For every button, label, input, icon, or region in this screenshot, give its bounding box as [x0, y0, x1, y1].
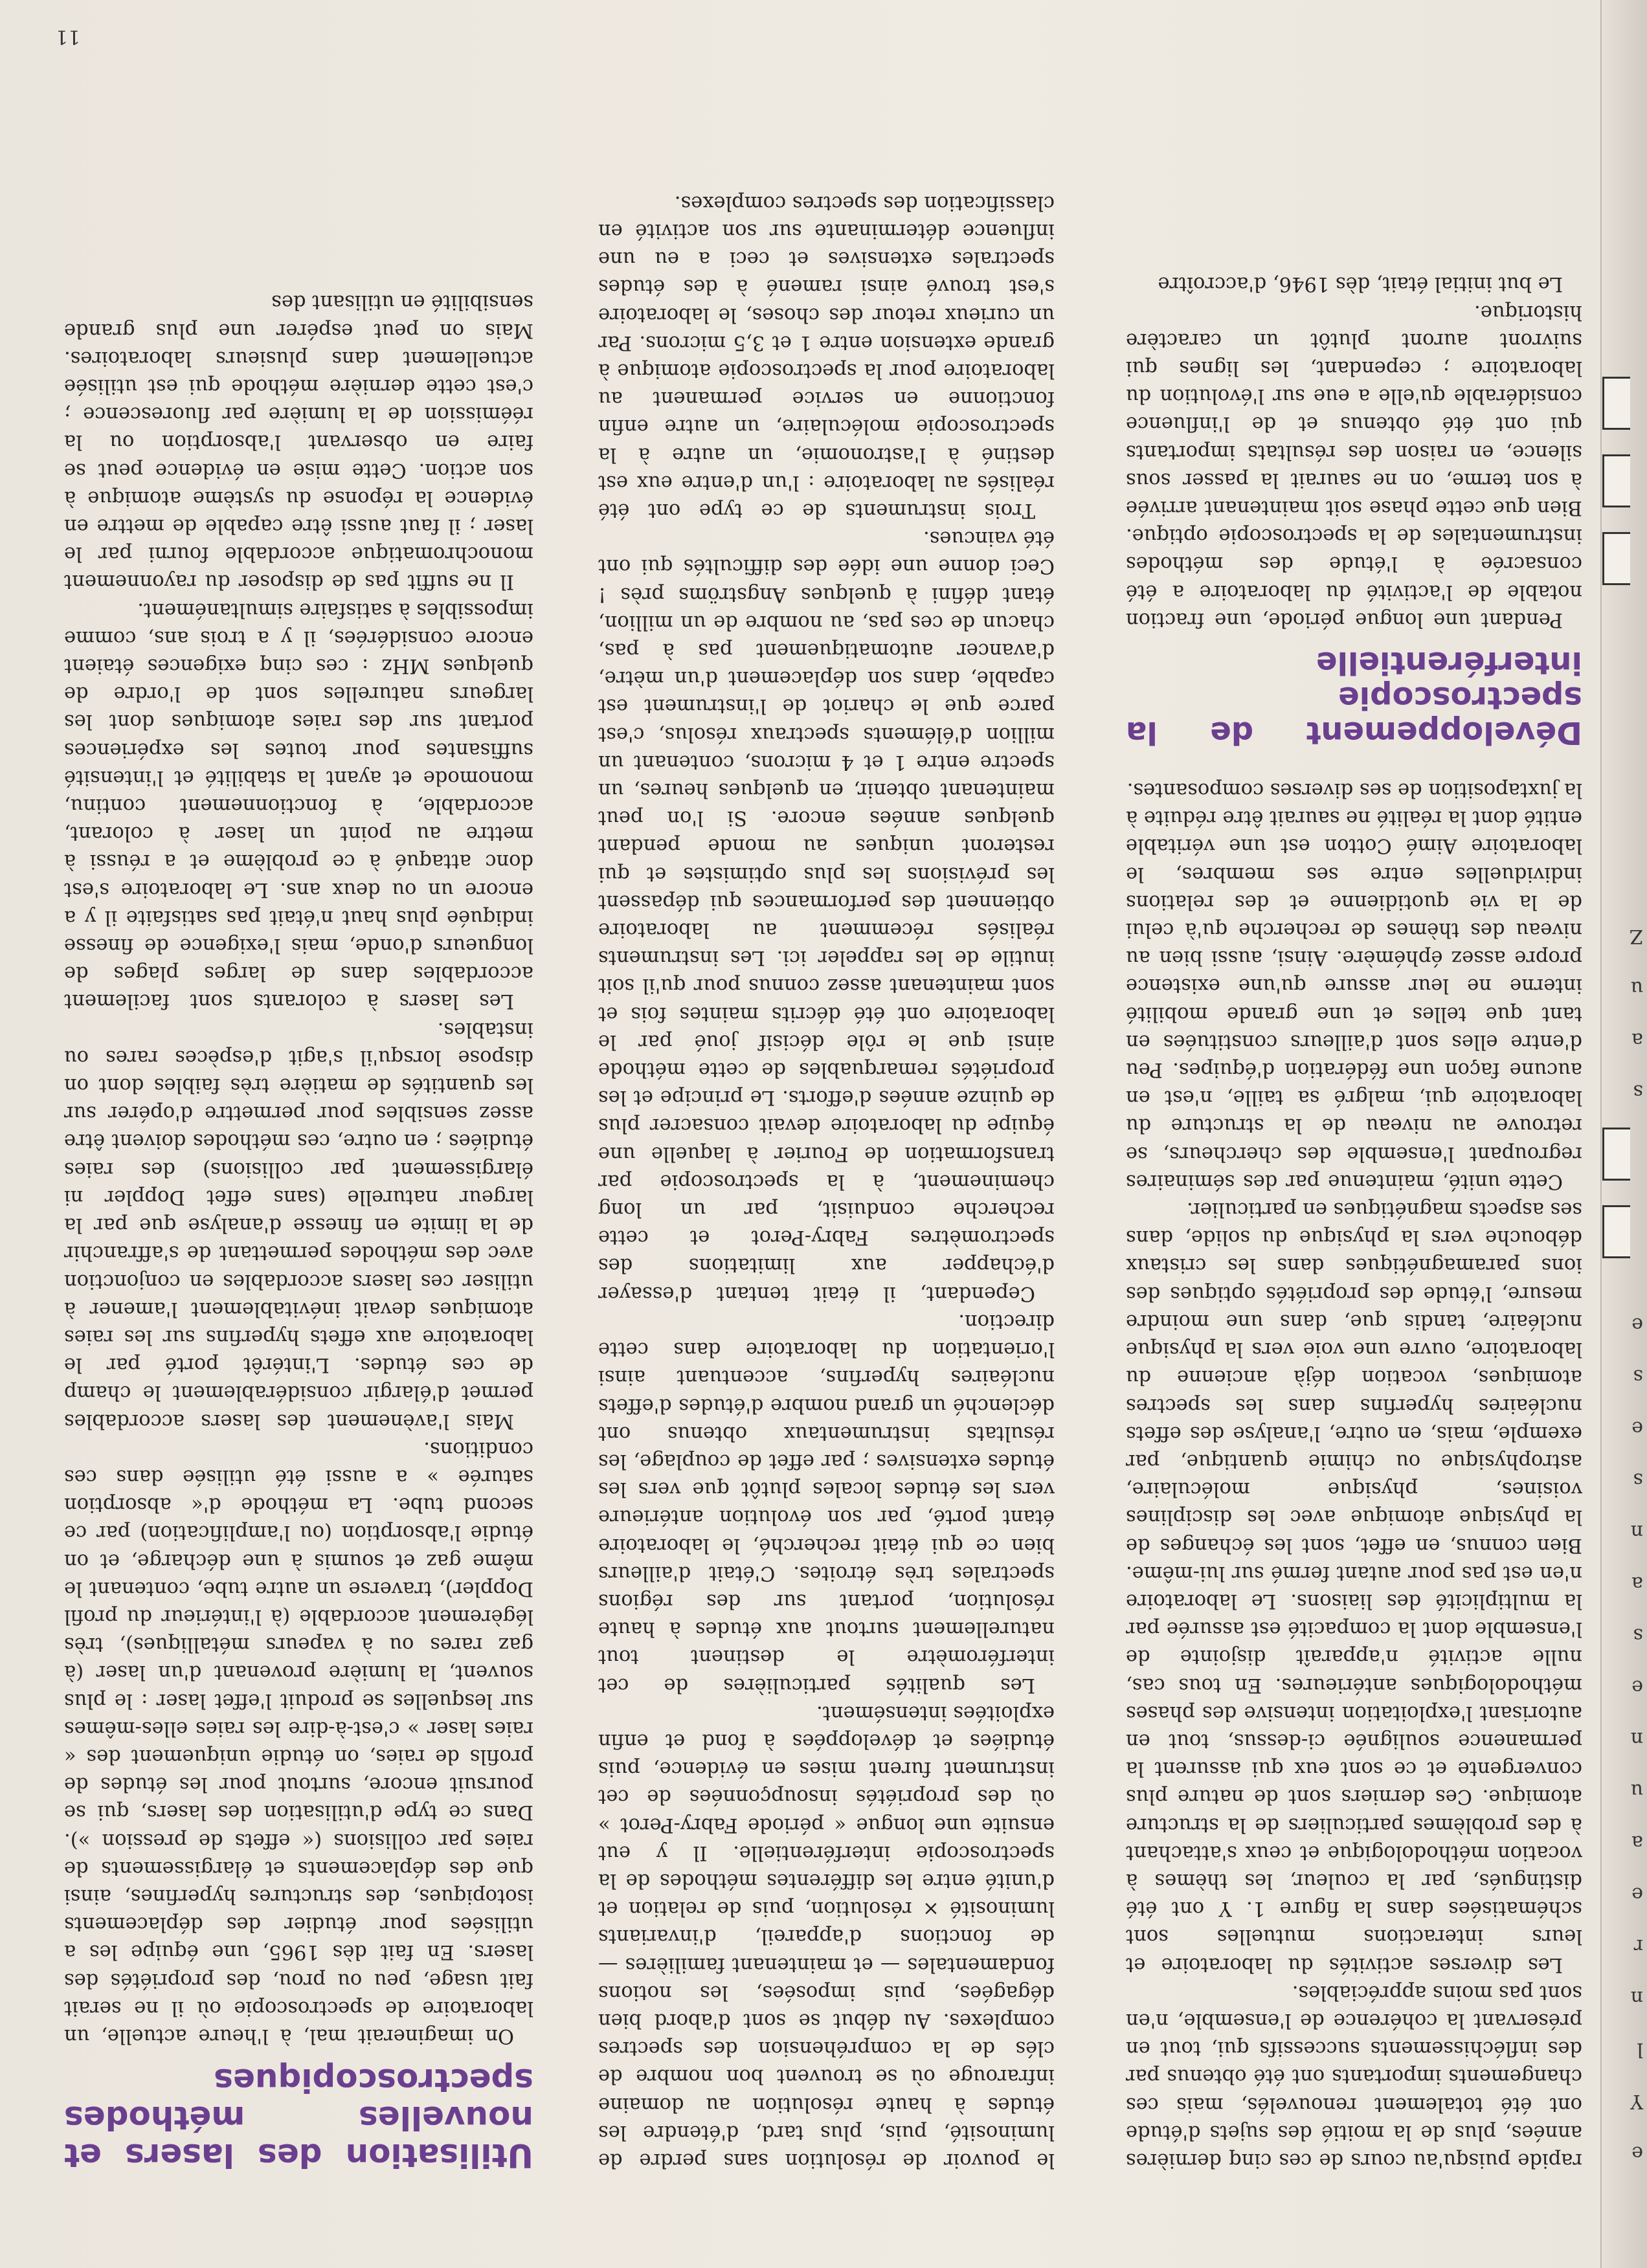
paragraph: Pendant une longue période, une fraction notable de l'activité du laboratoire a été consacrée à l'étude des méthodes instrumentales de la spectroscopie optique. Bien que cette phase soit maintenant arrivée à son terme, on ne saurait la passer sous silence, en raison des résultats importants qui ont été obtenus et de l'influence considérable qu'elle a eue sur l'évolution du laboratoire ; cependant, les lignes qui suivront auront plutôt un caractère historique.: [1126, 300, 1582, 631]
text-column-3: [64, 288, 533, 2174]
facing-letter: a: [1631, 1572, 1643, 1595]
facing-page-edge: [1600, 0, 1647, 2268]
facing-letter: r: [1633, 1935, 1643, 1957]
facing-letter: u: [1630, 977, 1643, 999]
facing-letter: s: [1633, 1624, 1643, 1647]
facing-letter: l: [1637, 2038, 1643, 2061]
color-tab-marker: [1602, 1205, 1630, 1258]
paragraph: Les diverses activités du laboratoire et leurs interactions mutuelles sont schématisées dans la figure 1. Y ont été distingués, par la couleur, les thèmes à vocation méthodologique et ceux s'attachant à des problèmes particuliers de la structure atomique. Ces derniers sont de nature plus convergente et ce sont eux qui assurent la permanence soulignée ci-dessus, tout en autorisant l'exploitation intensive des phases méthodologiques antérieures. En tous cas, nulle activité n'apparaît disjointe de l'ensemble dont la compacité est assurée par la multiplicité des liaisons. Le laboratoire n'en est pas pour autant fermé sur lui-même. Bien connus, en effet, sont les échanges de la physique atomique avec les disciplines voisines, physique moléculaire, astrophysique ou chimie quantique, par exemple, mais, en outre, l'analyse des effets nucléaires hyperfins dans les spectres atomiques, vocation déjà ancienne du laboratoire, ouvre une voie vers la physique nucléaire, tandis que, dans une moindre mesure, l'étude des propriétés optiques des ions paramagnétiques dans les cristaux débouche vers la physique du solide, dans ses aspects magnétiques en particulier.: [1126, 1198, 1582, 1976]
paragraph: On imaginerait mal, à l'heure actuelle, un laboratoire de spectroscopie où il ne serait fait usage, peu ou prou, des propriétés des lasers. En fait dès 1965, une équipe les a utilisées pour étudier des déplacements isotopiques, des structures hyperfines, ainsi que des déplacements et élargissements de raies par collisions (« effets de pression »). Dans ce type d'utilisation des lasers, qui se poursuit encore, surtout pour les études de profils de raies, on étudie uniquement des « raies laser » c'est-à-dire les raies elles-mêmes sur lesquelles se produit l'effet laser : le plus souvent, la lumière provenant d'un laser (à gaz rares ou à vapeurs métalliques), très légèrement accordable (à l'intérieur du profil Doppler), traverse un autre tube, contenant le même gaz et soumis à une décharge, et on étudie l'absorption (ou l'amplification) par ce second tube. La méthode d'« absorption saturée » a aussi été utilisée dans ces conditions.: [64, 1437, 533, 2047]
facing-letter: u: [1630, 1779, 1643, 1802]
facing-letter: s: [1633, 1080, 1643, 1103]
color-tab-marker: [1602, 532, 1630, 585]
paragraph: rapide puisqu'au cours de ces cinq dernières années, plus de la moitié des sujets d'étude ont été totalement renouvelés, mais ces changements importants ont été obtenus par des infléchissements successifs qui, tout en préservant la cohérence de l'ensemble, n'en sont pas moins appréciables.: [1126, 1981, 1582, 2172]
color-tab-marker: [1602, 1128, 1630, 1181]
paragraph: Les qualités particulières de cet interféromètre le destinent tout naturellement surtout aux études à haute résolution, portant sur des régions spectrales très étroites. C'était d'ailleurs bien ce qui était recherché, le laboratoire étant porté, par son évolution antérieure vers les études locales plutôt que vers les études extensives ; par effet de couplage, les résultats instrumentaux obtenus ont déclenché un grand nombre d'études d'effets nucléaires hyperfins, accentuant ainsi l'orientation du laboratoire dans cette direction.: [598, 1309, 1055, 1696]
facing-letter: s: [1633, 1365, 1643, 1388]
facing-letter: Z: [1630, 925, 1643, 948]
paragraph: Les lasers à colorants sont facilement accordables dans de larges plages de longueurs d'onde, mais l'exigence de finesse indiquée plus haut n'était pas satisfaite il y a encore un ou deux ans. Le laboratoire s'est donc attaqué à ce problème et a réussi à mettre au point un laser à colorant, accordable, à fonctionnement continu, monomode et ayant la stabilité et l'intensité suffisantes pour toutes les expériences portant sur des raies atomiques dont les largeurs naturelles sont de l'ordre de quelques MHz : ces cinq exigences étaient encore considérées, il y a trois ans, comme impossibles à satisfaire simultanément.: [64, 598, 533, 1013]
paragraph: Cette unité, maintenue par des séminaires regroupant l'ensemble des chercheurs, se retrouve au niveau de la structure du laboratoire qui, malgré sa taille, n'est en aucune façon une fédération d'équipes. Peu d'entre elles sont d'ailleurs constituées en tant que telles et une grande mobilité interne ne leur assure qu'une existence propre assez éphémère. Ainsi, aussi bien au niveau des thèmes de recherche qu'à celui de la vie quotidienne et des relations individuelles entre ses membres, le laboratoire Aimé Cotton est une véritable entité dont la réalité ne saurait être réduite à la juxtaposition de ses diverses composantes.: [1126, 779, 1582, 1193]
color-tab-marker: [1602, 454, 1630, 507]
facing-letter: a: [1631, 1028, 1643, 1051]
facing-letter: e: [1631, 1676, 1643, 1698]
paragraph: le pouvoir de résolution sans perdre de luminosité, puis, plus tard, d'étendre les études à haute résolution au domaine infrarouge où se trouvent bon nombre de clés de la compréhension des spectres complexes. Au début se sont d'abord bien dégagées, puis imposées, les notions fondamentales — et maintenant familières — de fonctions d'appareil, d'invariants luminosité × résolution, puis de relation et d'unité entre les différentes méthodes de la spectroscopie interférentielle. Il y eut ensuite une longue « période Fabry-Perot » où des propriétés insoupçonnées de cet instrument furent mises en évidence, puis étudiées et développées à fond et enfin exploitées intensément.: [598, 1701, 1055, 2172]
text-column-1: [1126, 270, 1582, 2174]
facing-letter: s: [1633, 1469, 1643, 1491]
section-heading: Utilisation des lasers et nouvelles méthodes spectroscopiques: [64, 2062, 533, 2174]
paragraph: Cependant, il était tentant d'essayer d'échapper aux limitations des spectromètres Fabry-Perot et cette recherche conduisit, par un long cheminement, à la spectroscopie par transformation de Fourier à laquelle une équipe du laboratoire devait consacrer plus de quinze années d'efforts. Le principe et les propriétés remarquables de cette méthode ainsi que le rôle décisif joué par le laboratoire ont été décrits maintes fois et sont maintenant assez connus pour qu'il soit inutile de les rappeler ici. Les instruments réalisés récemment au laboratoire obtiennent des performances qui dépassent les prévisions les plus optimistes et qui resteront uniques au monde pendant quelques années encore. Si l'on peut maintenant obtenir, en quelques heures, un spectre entre 1 et 4 microns, contenant un million d'éléments spectraux résolus, c'est parce que le chariot de l'instrument est capable, dans son déplacement d'un mètre, d'avancer automatiquement pas à pas, chacun de ces pas, au nombre de un million, étant défini à quelques Angströms près ! Ceci donne une idée des difficultés qui ont été vaincues.: [598, 527, 1055, 1305]
facing-letter: e: [1631, 1883, 1643, 1906]
facing-letter: e: [1631, 2142, 1643, 2164]
section-heading: Développement de la spectroscopie interférentielle: [1126, 644, 1582, 751]
facing-letter: e: [1631, 1417, 1643, 1440]
paragraph: Trois instruments de ce type ont été réalisés au laboratoire : l'un d'entre eux est destiné à l'astronomie, un autre à la spectroscopie moléculaire, un autre enfin fonctionne en service permanent au laboratoire pour la spectroscopie atomique à grande extension entre 1 et 3,5 microns. Par un curieux retour des choses, le laboratoire s'est trouvé ainsi ramené à des études spectrales extensives et ceci a eu une influence déterminante sur son activité en classification des spectres complexes.: [598, 191, 1055, 522]
facing-letter: a: [1631, 1831, 1643, 1854]
facing-letter: n: [1630, 1520, 1643, 1543]
facing-letter: n: [1630, 1986, 1643, 2009]
facing-letter: e: [1631, 1313, 1643, 1336]
text-column-2: [598, 189, 1055, 2174]
page-number: 11: [55, 25, 80, 48]
facing-letter: n: [1630, 1728, 1643, 1750]
paragraph: Il ne suffit pas de disposer du rayonnement monochromatique accordable fourni par le laser ; il faut aussi être capable de mettre en évidence la réponse du système atomique à son action. Cette mise en évidence peut se faire en observant l'absorption ou la réémission de la lumière par fluorescence ; c'est cette dernière méthode qui est utilisée actuellement dans plusieurs laboratoires. Mais on peut espérer une plus grande sensibilité en utilisant des: [64, 291, 533, 594]
facing-letter: Y: [1630, 2090, 1643, 2113]
paragraph: Mais l'avènement des lasers accordables permet d'élargir considérablement le champ de ces études. L'intérêt porté par le laboratoire aux effets hyperfins sur les raies atomiques devait inévitablement l'amener à utiliser ces lasers accordables en conjonction avec des méthodes permettant de s'affranchir de la limite en finesse d'analyse que par la largeur naturelle (sans effet Doppler ni élargissement par collisions) des raies étudiées ; en outre, ces méthodes doivent être assez sensibles pour permettre d'opérer sur les quantités de matière très faibles dont on dispose lorsqu'il s'agit d'espèces rares ou instables.: [64, 1017, 533, 1432]
paragraph: Le but initial était, dès 1946, d'accroître: [1158, 272, 1563, 296]
color-tab-marker: [1602, 377, 1630, 430]
